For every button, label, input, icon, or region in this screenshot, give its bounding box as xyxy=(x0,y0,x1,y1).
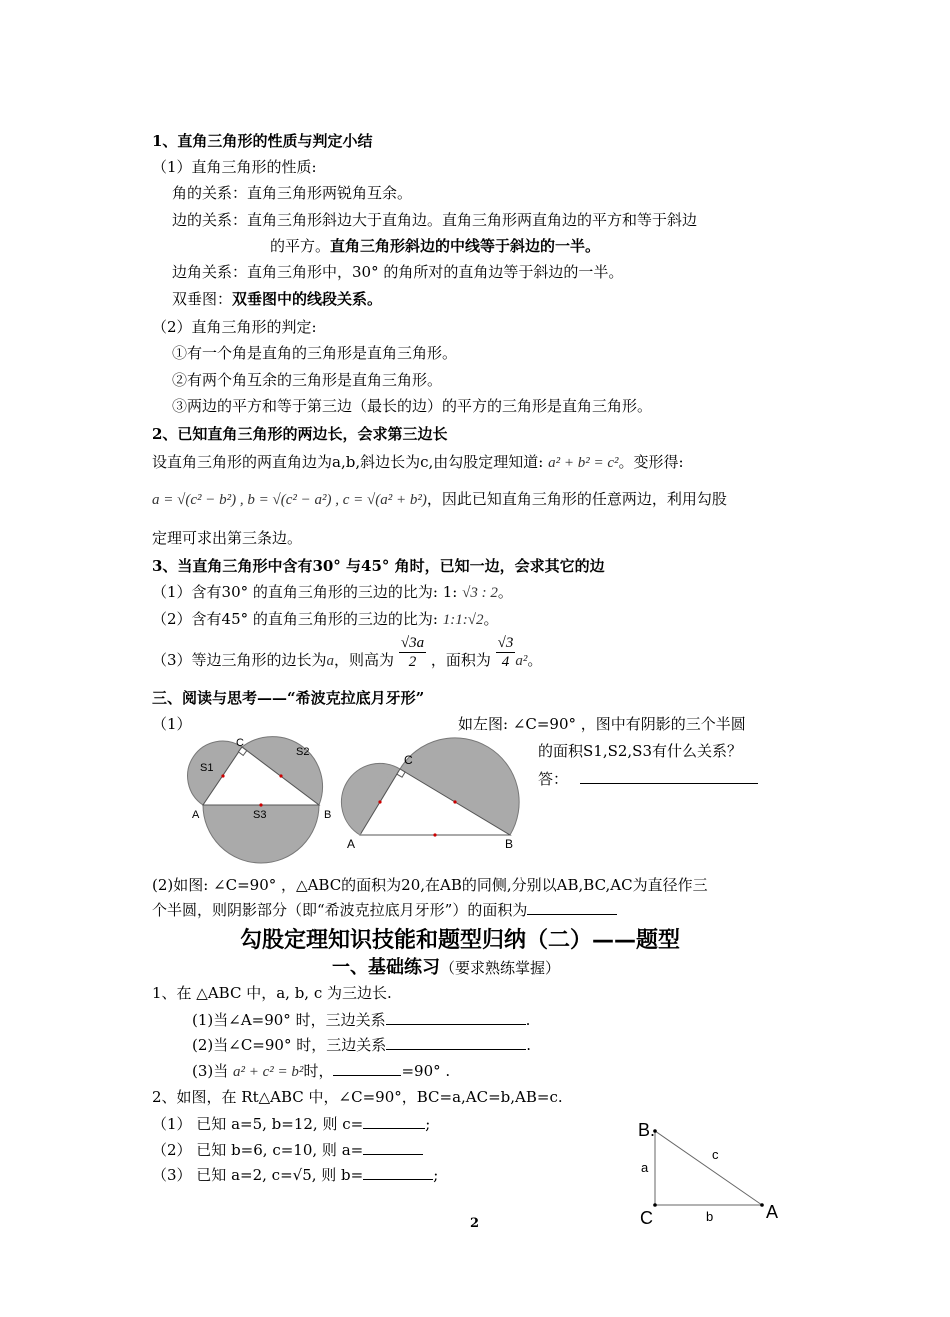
section1-heading: 1、直角三角形的性质与判定小结 xyxy=(152,132,373,150)
section3-heading: 3、当直角三角形中含有30° 与45° 角时，已知一边，会求其它的边 xyxy=(152,557,605,575)
fig3-side-b: b xyxy=(706,1209,714,1224)
s1-edgeangle-line: 边角关系：直角三角形中，30° 的角所对的直角边等于斜边的一半。 xyxy=(172,263,624,281)
part2-title: 勾股定理知识技能和题型归纳（二）——题型 xyxy=(240,928,681,953)
p2-q2-1: （1） 已知 a=5, b=12, 则 c= ; xyxy=(152,1115,431,1133)
s2-line2: a = √(c² − b²) , b = √(c² − a²) , c = √(a² + b²)，因此已知直角三角形的任意两边，利用勾股 xyxy=(152,490,727,508)
s2-line1: 设直角三角形的两直角边为a,b,斜边长为c,由勾股定理知道: a² + b² = c²。变形得: xyxy=(152,453,684,471)
s3-r3: （3）等边三角形的边长为a，则高为 $\frac{√3a}{2}$ ，面积为 $\frac{√3}{4}$ a²。 xyxy=(152,634,543,670)
fig1-label-s3: S3 xyxy=(253,809,267,821)
s4-q2-line1: (2)如图: ∠C=90° ，△ABC的面积为20,在AB的同侧,分别以AB,BC,AC为直径作三 xyxy=(152,876,708,894)
right-triangle-figure xyxy=(630,1115,790,1235)
fig1-label-a: A xyxy=(192,809,200,821)
s1-edge-line2: 的平方。直角三角形斜边的中线等于斜边的一半。 xyxy=(270,237,601,255)
fig2-label-b: B xyxy=(505,837,514,851)
s1-edge-line: 边的关系：直角三角形斜边大于直角边。直角三角形两直角边的平方和等于斜边 xyxy=(172,211,698,229)
fig1-label-c: C xyxy=(236,737,244,749)
s1-angle-line: 角的关系：直角三角形两锐角互余。 xyxy=(172,184,413,202)
s1-j3: ③两边的平方和等于第三边（最长的边）的平方的三角形是直角三角形。 xyxy=(172,397,653,415)
fig1-label-s2: S2 xyxy=(296,746,310,758)
s3-r1: （1）含有30° 的直角三角形的三边的比为: 1: √3 : 2。 xyxy=(152,583,513,601)
p2-q1a: (1)当∠A=90° 时，三边关系 . xyxy=(192,1011,531,1029)
fig3-side-c: c xyxy=(712,1147,719,1162)
s4-q1-label: （1） xyxy=(152,715,192,733)
fig1-label-s1: S1 xyxy=(200,762,214,774)
fig3-side-a: a xyxy=(641,1160,649,1175)
fig3-label-b: B. xyxy=(638,1120,656,1140)
part2-subtitle: 一、基础练习（要求熟练掌握） xyxy=(332,957,561,978)
fig1-label-b: B xyxy=(324,809,332,821)
p2-q1: 1、在 △ABC 中，a, b, c 为三边长. xyxy=(152,984,392,1002)
p2-q1b: (2)当∠C=90° 时，三边关系 . xyxy=(192,1036,531,1054)
semicircles-figure xyxy=(180,725,340,895)
s4-q1-text: 如左图: ∠C=90° ，图中有阴影的三个半圆 xyxy=(458,715,746,733)
page-number: 2 xyxy=(470,1216,480,1231)
section4-heading: 三、阅读与思考——“希波克拉底月牙形” xyxy=(152,689,425,707)
s1-p1: （1）直角三角形的性质: xyxy=(152,158,317,176)
s4-q1-text2: 的面积S1,S2,S3有什么关系？ xyxy=(538,742,742,760)
p2-q2-2: （2） 已知 b=6, c=10, 则 a= xyxy=(152,1140,423,1160)
s2-line3: 定理可求出第三条边。 xyxy=(152,529,303,547)
s1-dual-line: 双垂图：双垂图中的线段关系。 xyxy=(172,290,383,308)
s1-j2: ②有两个角互余的三角形是直角三角形。 xyxy=(172,371,443,389)
fig3-label-c: C xyxy=(640,1208,653,1228)
fig3-label-a: A xyxy=(766,1202,779,1222)
fig2-label-a: A xyxy=(347,837,356,851)
fig2-label-c: C xyxy=(404,753,413,767)
section2-heading: 2、已知直角三角形的两边长，会求第三边长 xyxy=(152,425,448,443)
s1-p2: （2）直角三角形的判定: xyxy=(152,318,317,336)
s4-q2-line2: 个半圆，则阴影部分（即“希波克拉底月牙形”）的面积为 xyxy=(152,900,617,920)
p2-q2-3: （3） 已知 a=2, c=√5, 则 b= ; xyxy=(152,1166,439,1184)
p2-q2: 2、如图，在 Rt△ABC 中，∠C=90°，BC=a,AC=b,AB=c. xyxy=(152,1088,563,1106)
s1-j1: ①有一个角是直角的三角形是直角三角形。 xyxy=(172,344,458,362)
s3-r2: （2）含有45° 的直角三角形的三边的比为: 1:1:√2。 xyxy=(152,610,499,628)
s4-q1-answer: 答： xyxy=(538,769,758,789)
p2-q1c: (3)当 a² + c² = b²时， =90° . xyxy=(192,1062,451,1080)
triangle-bca xyxy=(655,1131,762,1205)
lunes-figure xyxy=(335,735,525,855)
